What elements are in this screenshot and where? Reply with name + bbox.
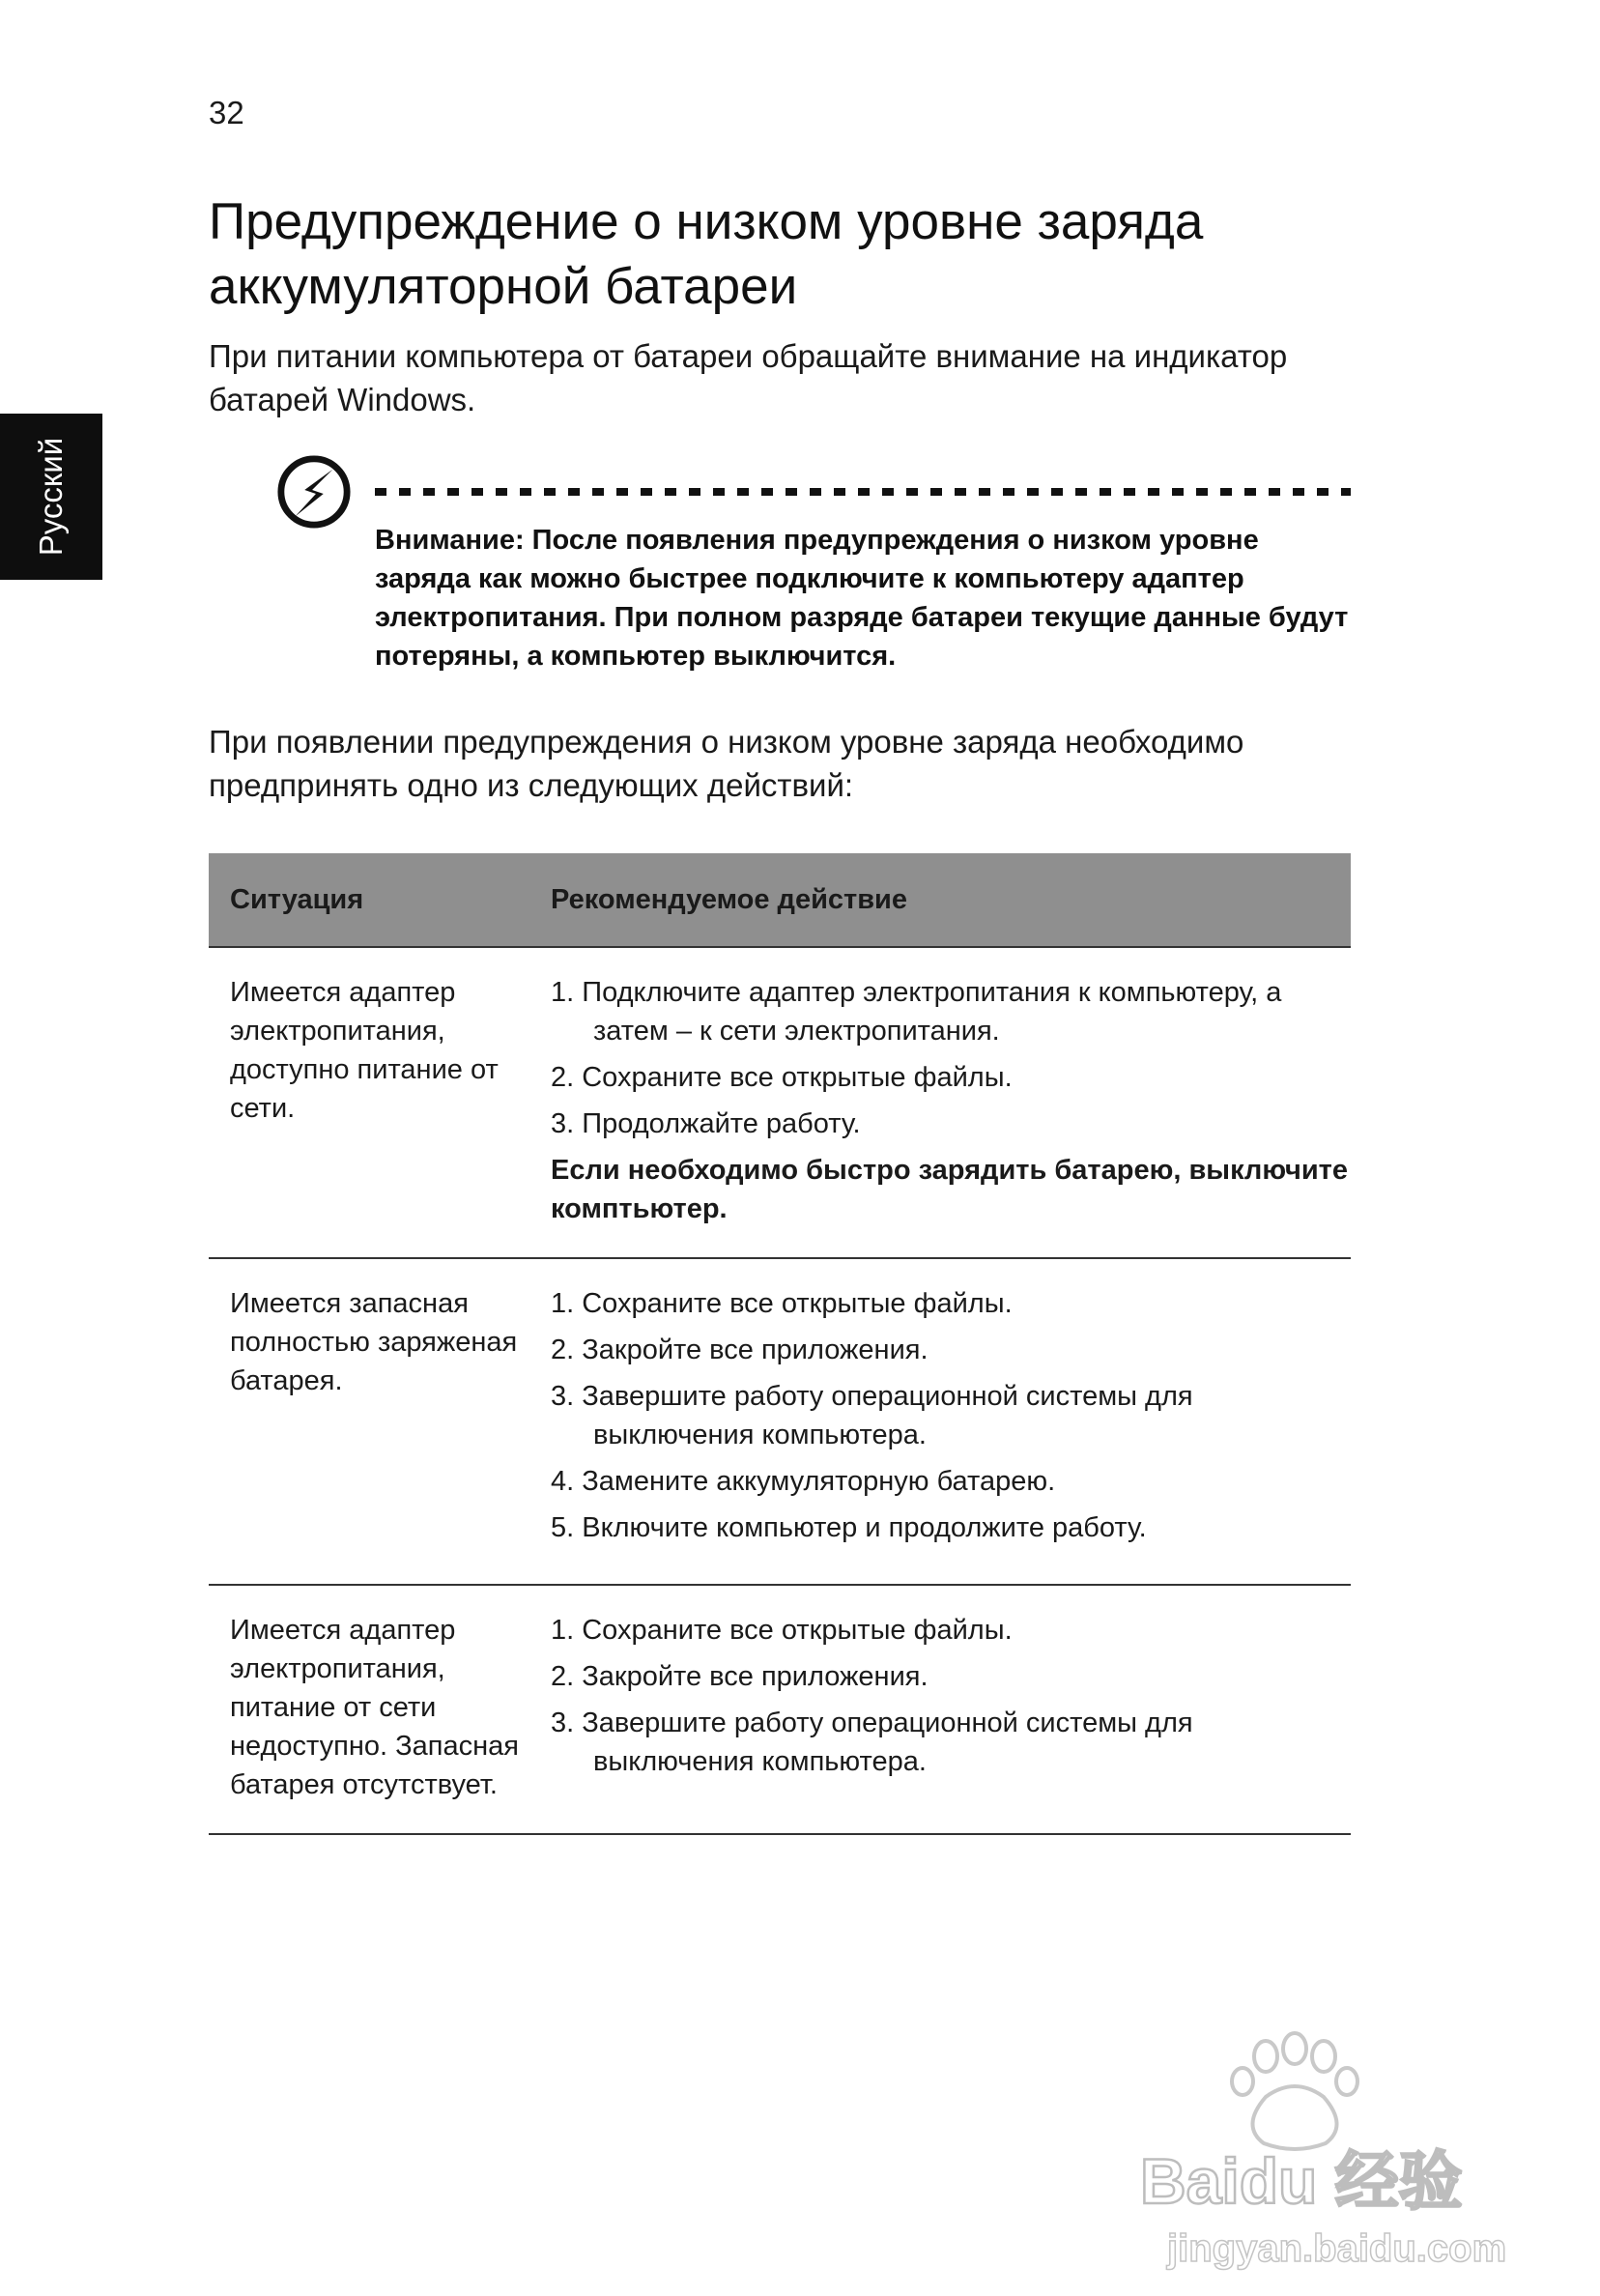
steps-list (551, 1284, 1351, 1547)
step-item: 2. Закройте все приложения. (551, 1335, 929, 1365)
table-row (209, 1258, 1351, 1585)
warning-note: Внимание: После появления предупреждения о низком уровне заряда как можно быстрее подключите к компьютеру адаптер электропитания. При полном разряде батареи текущие данные будут потеряны, а компьютер выключится. (375, 525, 1349, 672)
step-item: 1. Подключите адаптер электропитания к компьютеру, а затем – к сети электропитания. (551, 977, 1282, 1047)
note-divider (375, 488, 1351, 496)
steps-list (551, 1611, 1351, 1781)
language-tab (0, 414, 102, 580)
watermark-url: jingyan.baidu.com (1167, 2227, 1507, 2270)
language-tab-label: Русский (33, 437, 69, 557)
step-item: 2. Закройте все приложения. (551, 1661, 929, 1692)
table-row (209, 947, 1351, 1258)
table-row (209, 1585, 1351, 1834)
header-action: Рекомендуемое действие (529, 853, 1351, 947)
situation-cell: Имеется адаптер электропитания, питание от сети недоступно. Запасная батарея отсутствует. (209, 1585, 529, 1834)
action-cell (529, 1258, 1351, 1585)
steps-list (551, 973, 1351, 1143)
watermark-brand: Baidu 经验 (1140, 2145, 1463, 2217)
page-number: 32 (209, 95, 244, 130)
situation-cell: Имеется адаптер электропитания, доступно питание от сети. (209, 947, 529, 1258)
quick-charge-note: Если необходимо быстро зарядить батарею, выключите комптьютер. (551, 1155, 1349, 1224)
actions-table (209, 853, 1351, 1835)
action-cell (529, 1585, 1351, 1834)
step-item: 3. Завершите работу операционной системы для выключения компьютера. (551, 1381, 1193, 1450)
intro-paragraph: При питании компьютера от батареи обращайте внимание на индикатор батарей Windows. (209, 338, 1288, 417)
step-item: 5. Включите компьютер и продолжите работу. (551, 1512, 1147, 1543)
step-item: 2. Сохраните все открытые файлы. (551, 1062, 1013, 1093)
step-item: 4. Замените аккумуляторную батарею. (551, 1466, 1056, 1497)
step-item: 1. Сохраните все открытые файлы. (551, 1615, 1013, 1646)
page-title: Предупреждение о низком уровне заряда аккумуляторной батареи (209, 193, 1204, 315)
paw-logo-icon (1232, 2033, 1357, 2149)
header-situation: Ситуация (209, 853, 529, 947)
baidu-watermark (1121, 2029, 1507, 2281)
situation-cell: Имеется запасная полностью заряженая батарея. (209, 1258, 529, 1585)
step-item: 1. Сохраните все открытые файлы. (551, 1288, 1013, 1319)
step-item: 3. Завершите работу операционной системы для выключения компьютера. (551, 1708, 1193, 1777)
step-item: 3. Продолжайте работу. (551, 1108, 861, 1139)
lightning-bolt-icon (276, 454, 352, 530)
table-header-row (209, 853, 1351, 947)
action-cell (529, 947, 1351, 1258)
lead-paragraph: При появлении предупреждения о низком уровне заряда необходимо предпринять одно из следующих действий: (209, 724, 1244, 803)
